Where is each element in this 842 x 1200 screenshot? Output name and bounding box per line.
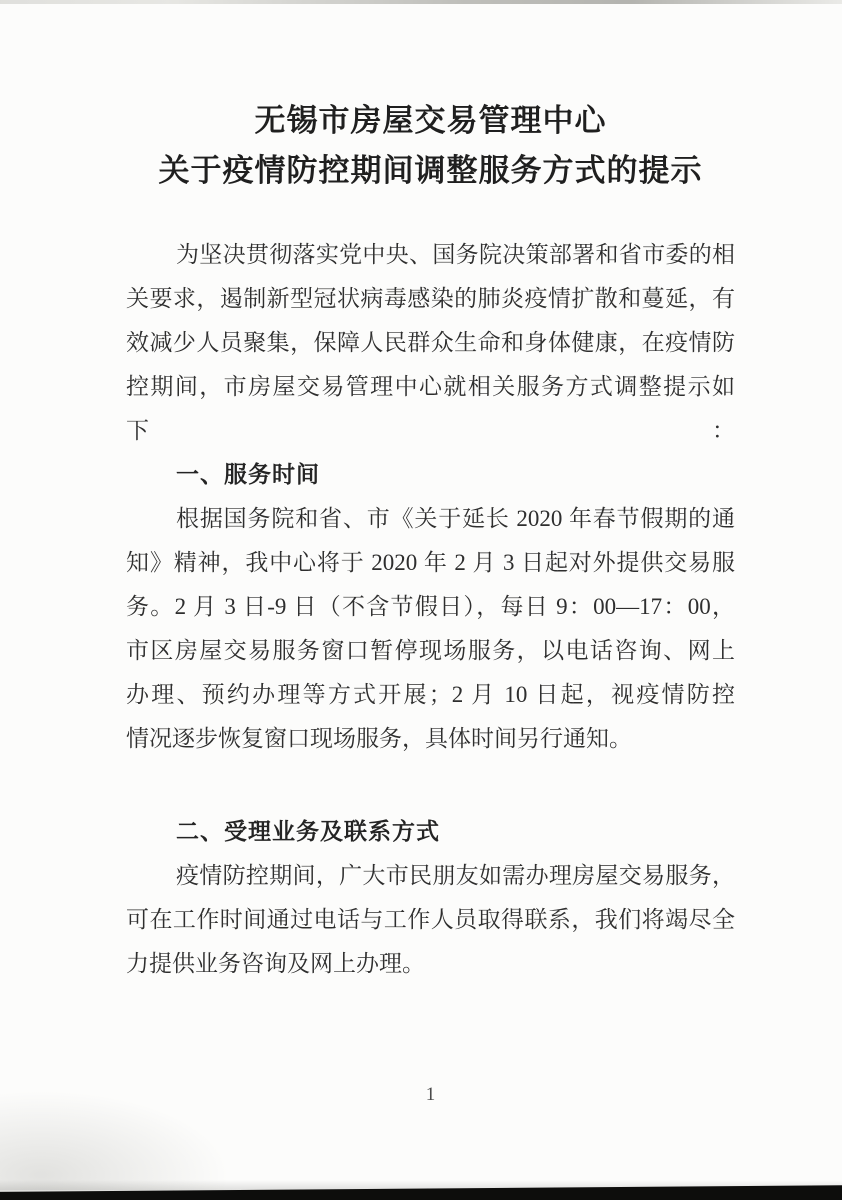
text-line: 为坚决贯彻落实党中央、国务院决策部署和省市委的相	[176, 242, 735, 267]
text-line: 可在工作时间通过电话与工作人员取得联系，我们将竭尽全	[126, 907, 735, 932]
text-line: 根据国务院和省、市《关于延长 2020 年春节假期的通	[176, 506, 735, 531]
section-1-heading: 一、服务时间	[176, 462, 320, 487]
intro-paragraph	[126, 233, 735, 443]
text-line: 知》精神，我中心将于 2020 年 2 月 3 日起对外提供交易服	[126, 550, 735, 575]
title-line-1: 无锡市房屋交易管理中心	[254, 103, 607, 138]
paper-top-edge	[0, 0, 842, 4]
text-line: 疫情防控期间，广大市民朋友如需办理房屋交易服务，	[176, 863, 735, 888]
paper-corner-shadow	[0, 1090, 230, 1190]
document-title	[126, 96, 735, 196]
document-body	[126, 233, 735, 986]
text-line: 效减少人员聚集，保障人民群众生命和身体健康，在疫情防	[126, 330, 735, 355]
text-line: 情况逐步恢复窗口现场服务，具体时间另行通知。	[126, 726, 632, 751]
section-2-paragraph	[126, 854, 735, 986]
text-line: 办理、预约办理等方式开展；2 月 10 日起，视疫情防控	[126, 682, 735, 707]
text-line: 务。2 月 3 日-9 日（不含节假日），每日 9：00—17：00，	[126, 594, 735, 619]
section-2-heading: 二、受理业务及联系方式	[176, 819, 440, 844]
page-number: 1	[425, 1084, 436, 1105]
text-line: 力提供业务咨询及网上办理。	[126, 951, 425, 976]
section-1-paragraph	[126, 497, 735, 761]
text-line: 关要求，遏制新型冠状病毒感染的肺炎疫情扩散和蔓延，有	[126, 286, 735, 311]
text-line: 控期间，市房屋交易管理中心就相关服务方式调整提示如下：	[126, 374, 735, 443]
title-line-2: 关于疫情防控期间调整服务方式的提示	[158, 153, 703, 188]
text-line: 市区房屋交易服务窗口暂停现场服务，以电话咨询、网上	[126, 638, 735, 663]
